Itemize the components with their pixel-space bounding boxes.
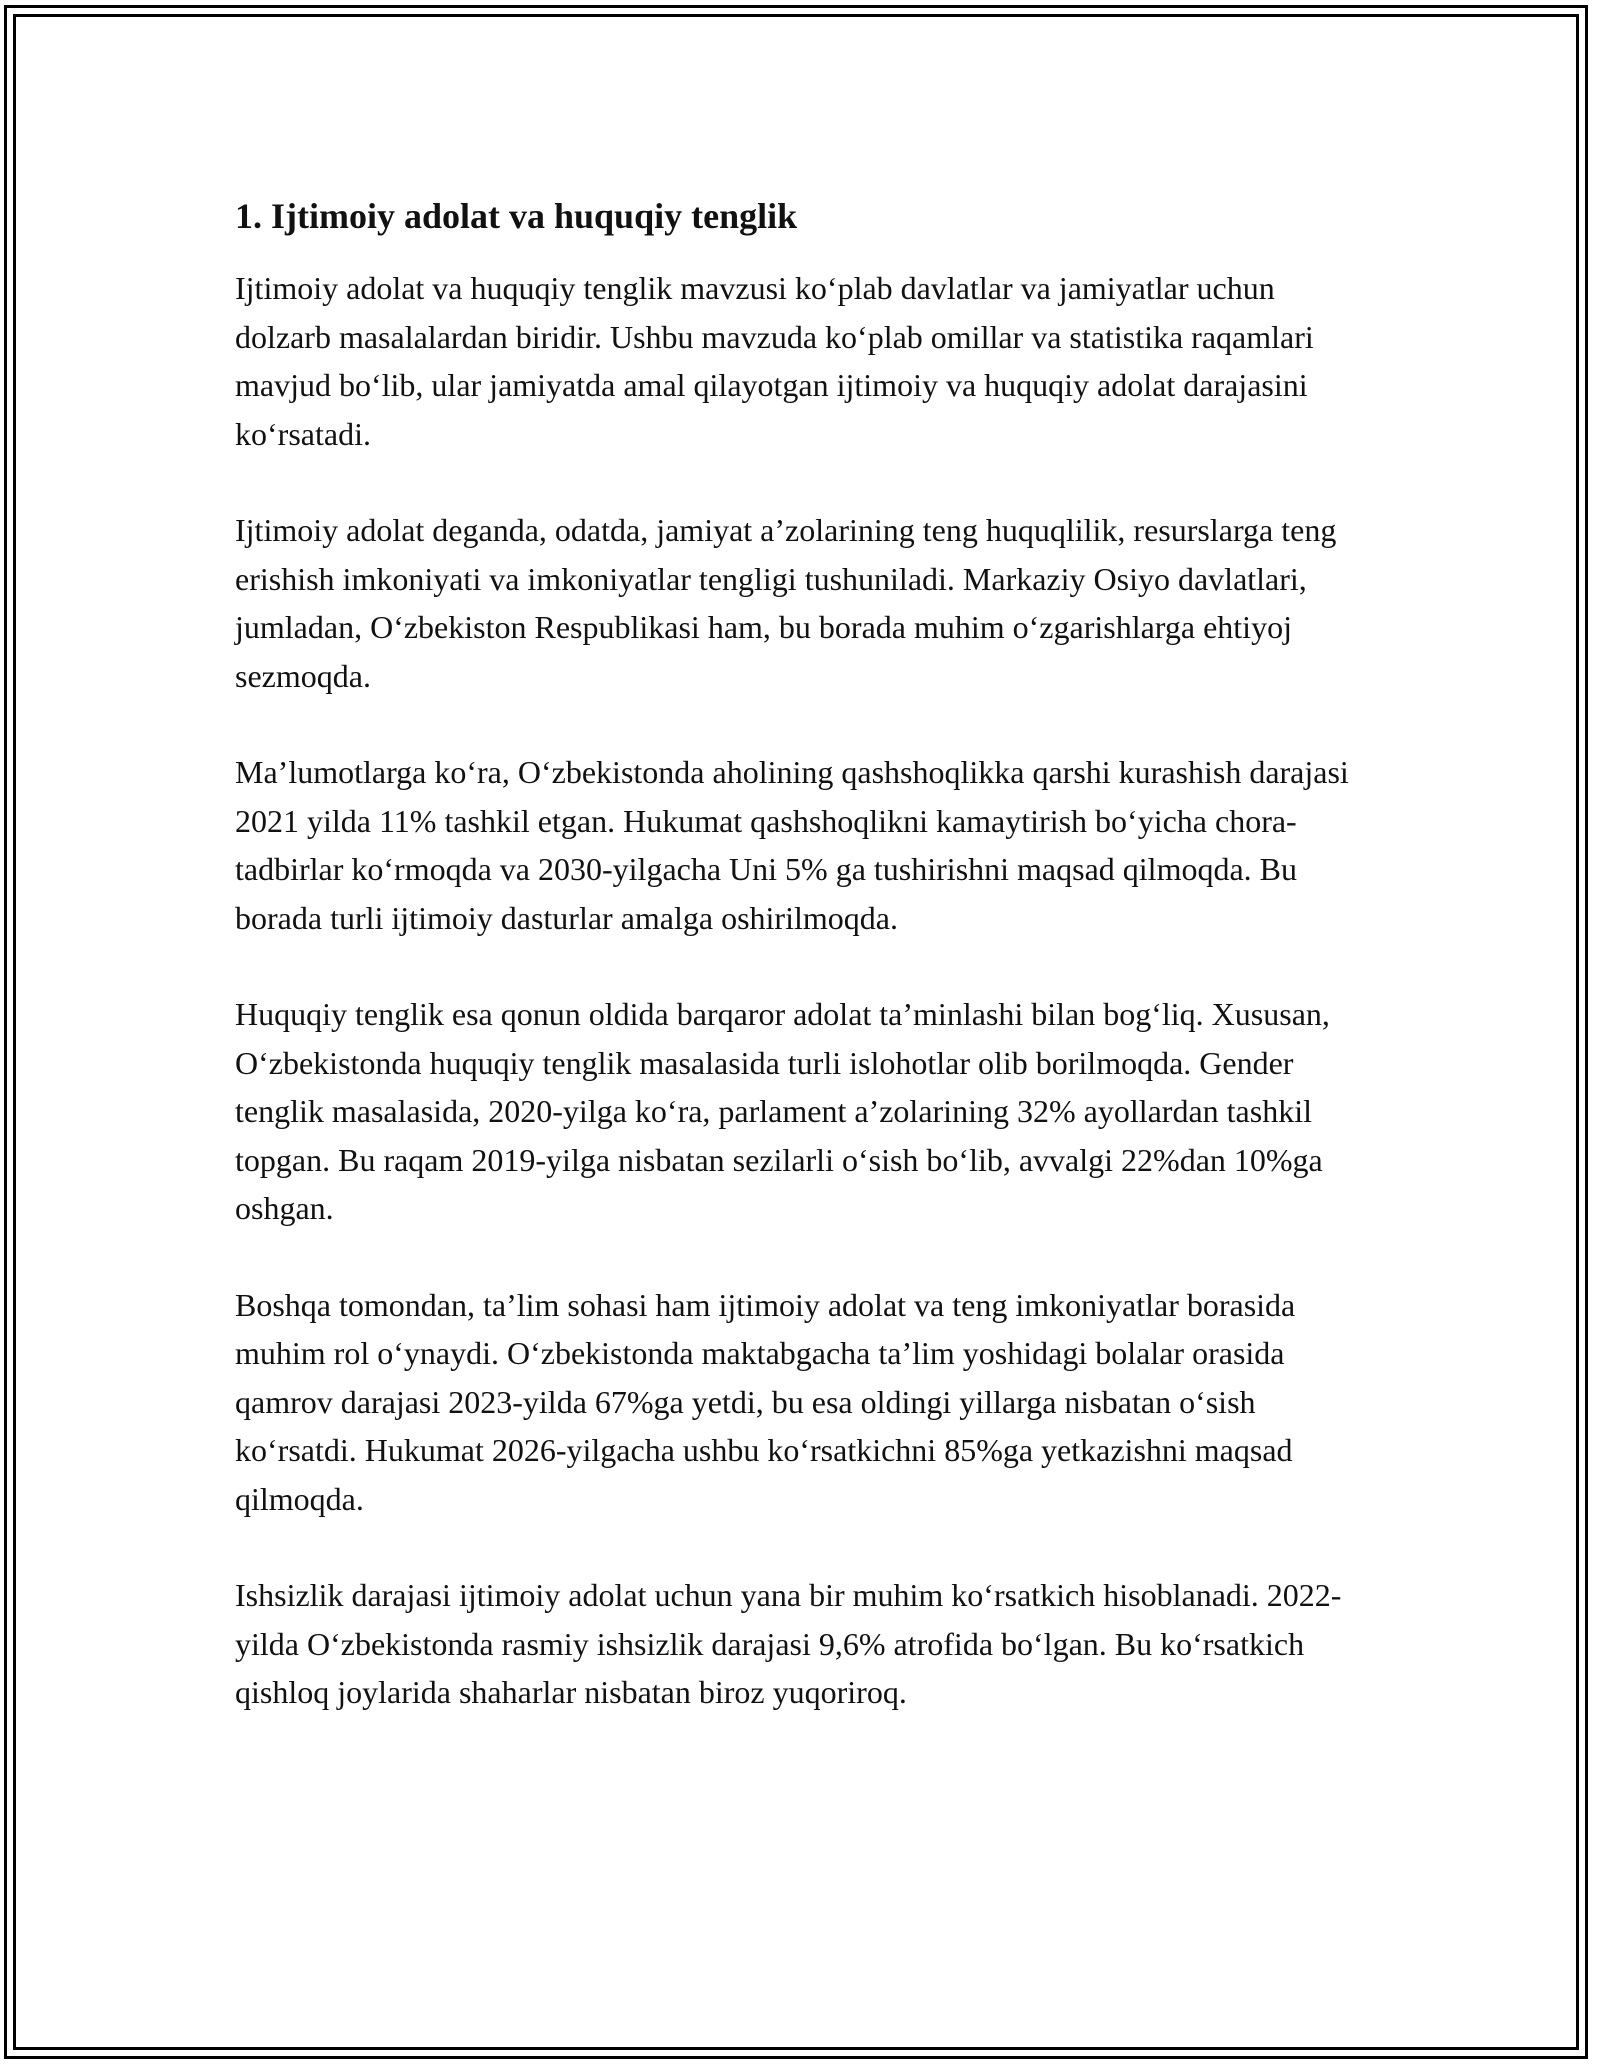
paragraph-legal-equality: Huquqiy tenglik esa qonun oldida barqaror adolat taʼminlashi bilan bogʻliq. Xususan, Oʻzbekistonda huquqiy tenglik masalasida turli islohotlar olib borilmoqda. Gender tenglik masalasida, 2020-yilga koʻra, parlament aʼzolarining 32% ayollardan tashkil topgan. Bu raqam 2019-yilga nisbatan sezilarli oʻsish boʻlib, avvalgi 22%dan 10%ga oshgan. (235, 996, 1330, 1226)
paragraph-unemployment: Ishsizlik darajasi ijtimoiy adolat uchun yana bir muhim koʻrsatkich hisoblanadi. 2022-yilda Oʻzbekistonda rasmiy ishsizlik darajasi 9,6% atrofida boʻlgan. Bu koʻrsatkich qishloq joylarida shaharlar nisbatan biroz yuqoriroq. (235, 1577, 1342, 1710)
paragraph-intro: Ijtimoiy adolat va huquqiy tenglik mavzusi koʻplab davlatlar va jamiyatlar uchun dolzarb masalalardan biridir. Ushbu mavzuda koʻplab omillar va statistika raqamlari mavjud boʻlib, ular jamiyatda amal qilayotgan ijtimoiy va huquqiy adolat darajasini koʻrsatadi. (235, 270, 1314, 452)
document-body (235, 190, 1355, 1765)
paragraph-poverty: Maʼlumotlarga koʻra, Oʻzbekistonda aholining qashshoqlikka qarshi kurashish darajasi 2021 yilda 11% tashkil etgan. Hukumat qashshoqlikni kamaytirish boʻyicha chora-tadbirlar koʻrmoqda va 2030-yilgacha Uni 5% ga tushirishni maqsad qilmoqda. Bu borada turli ijtimoiy dasturlar amalga oshirilmoqda. (235, 754, 1349, 936)
paragraph-social-justice-definition: Ijtimoiy adolat deganda, odatda, jamiyat aʼzolarining teng huquqlilik, resurslarga teng erishish imkoniyati va imkoniyatlar tengligi tushuniladi. Markaziy Osiyo davlatlari, jumladan, Oʻzbekiston Respublikasi ham, bu borada muhim oʻzgarishlarga ehtiyoj sezmoqda. (235, 512, 1337, 694)
paragraph-education: Boshqa tomondan, taʼlim sohasi ham ijtimoiy adolat va teng imkoniyatlar borasida muhim rol oʻynaydi. Oʻzbekistonda maktabgacha taʼlim yoshidagi bolalar orasida qamrov darajasi 2023-yilda 67%ga yetdi, bu esa oldingi yillarga nisbatan oʻsish koʻrsatdi. Hukumat 2026-yilgacha ushbu koʻrsatkichni 85%ga yetkazishni maqsad qilmoqda. (235, 1286, 1296, 1517)
section-heading: 1. Ijtimoiy adolat va huquqiy tenglik (235, 196, 798, 236)
